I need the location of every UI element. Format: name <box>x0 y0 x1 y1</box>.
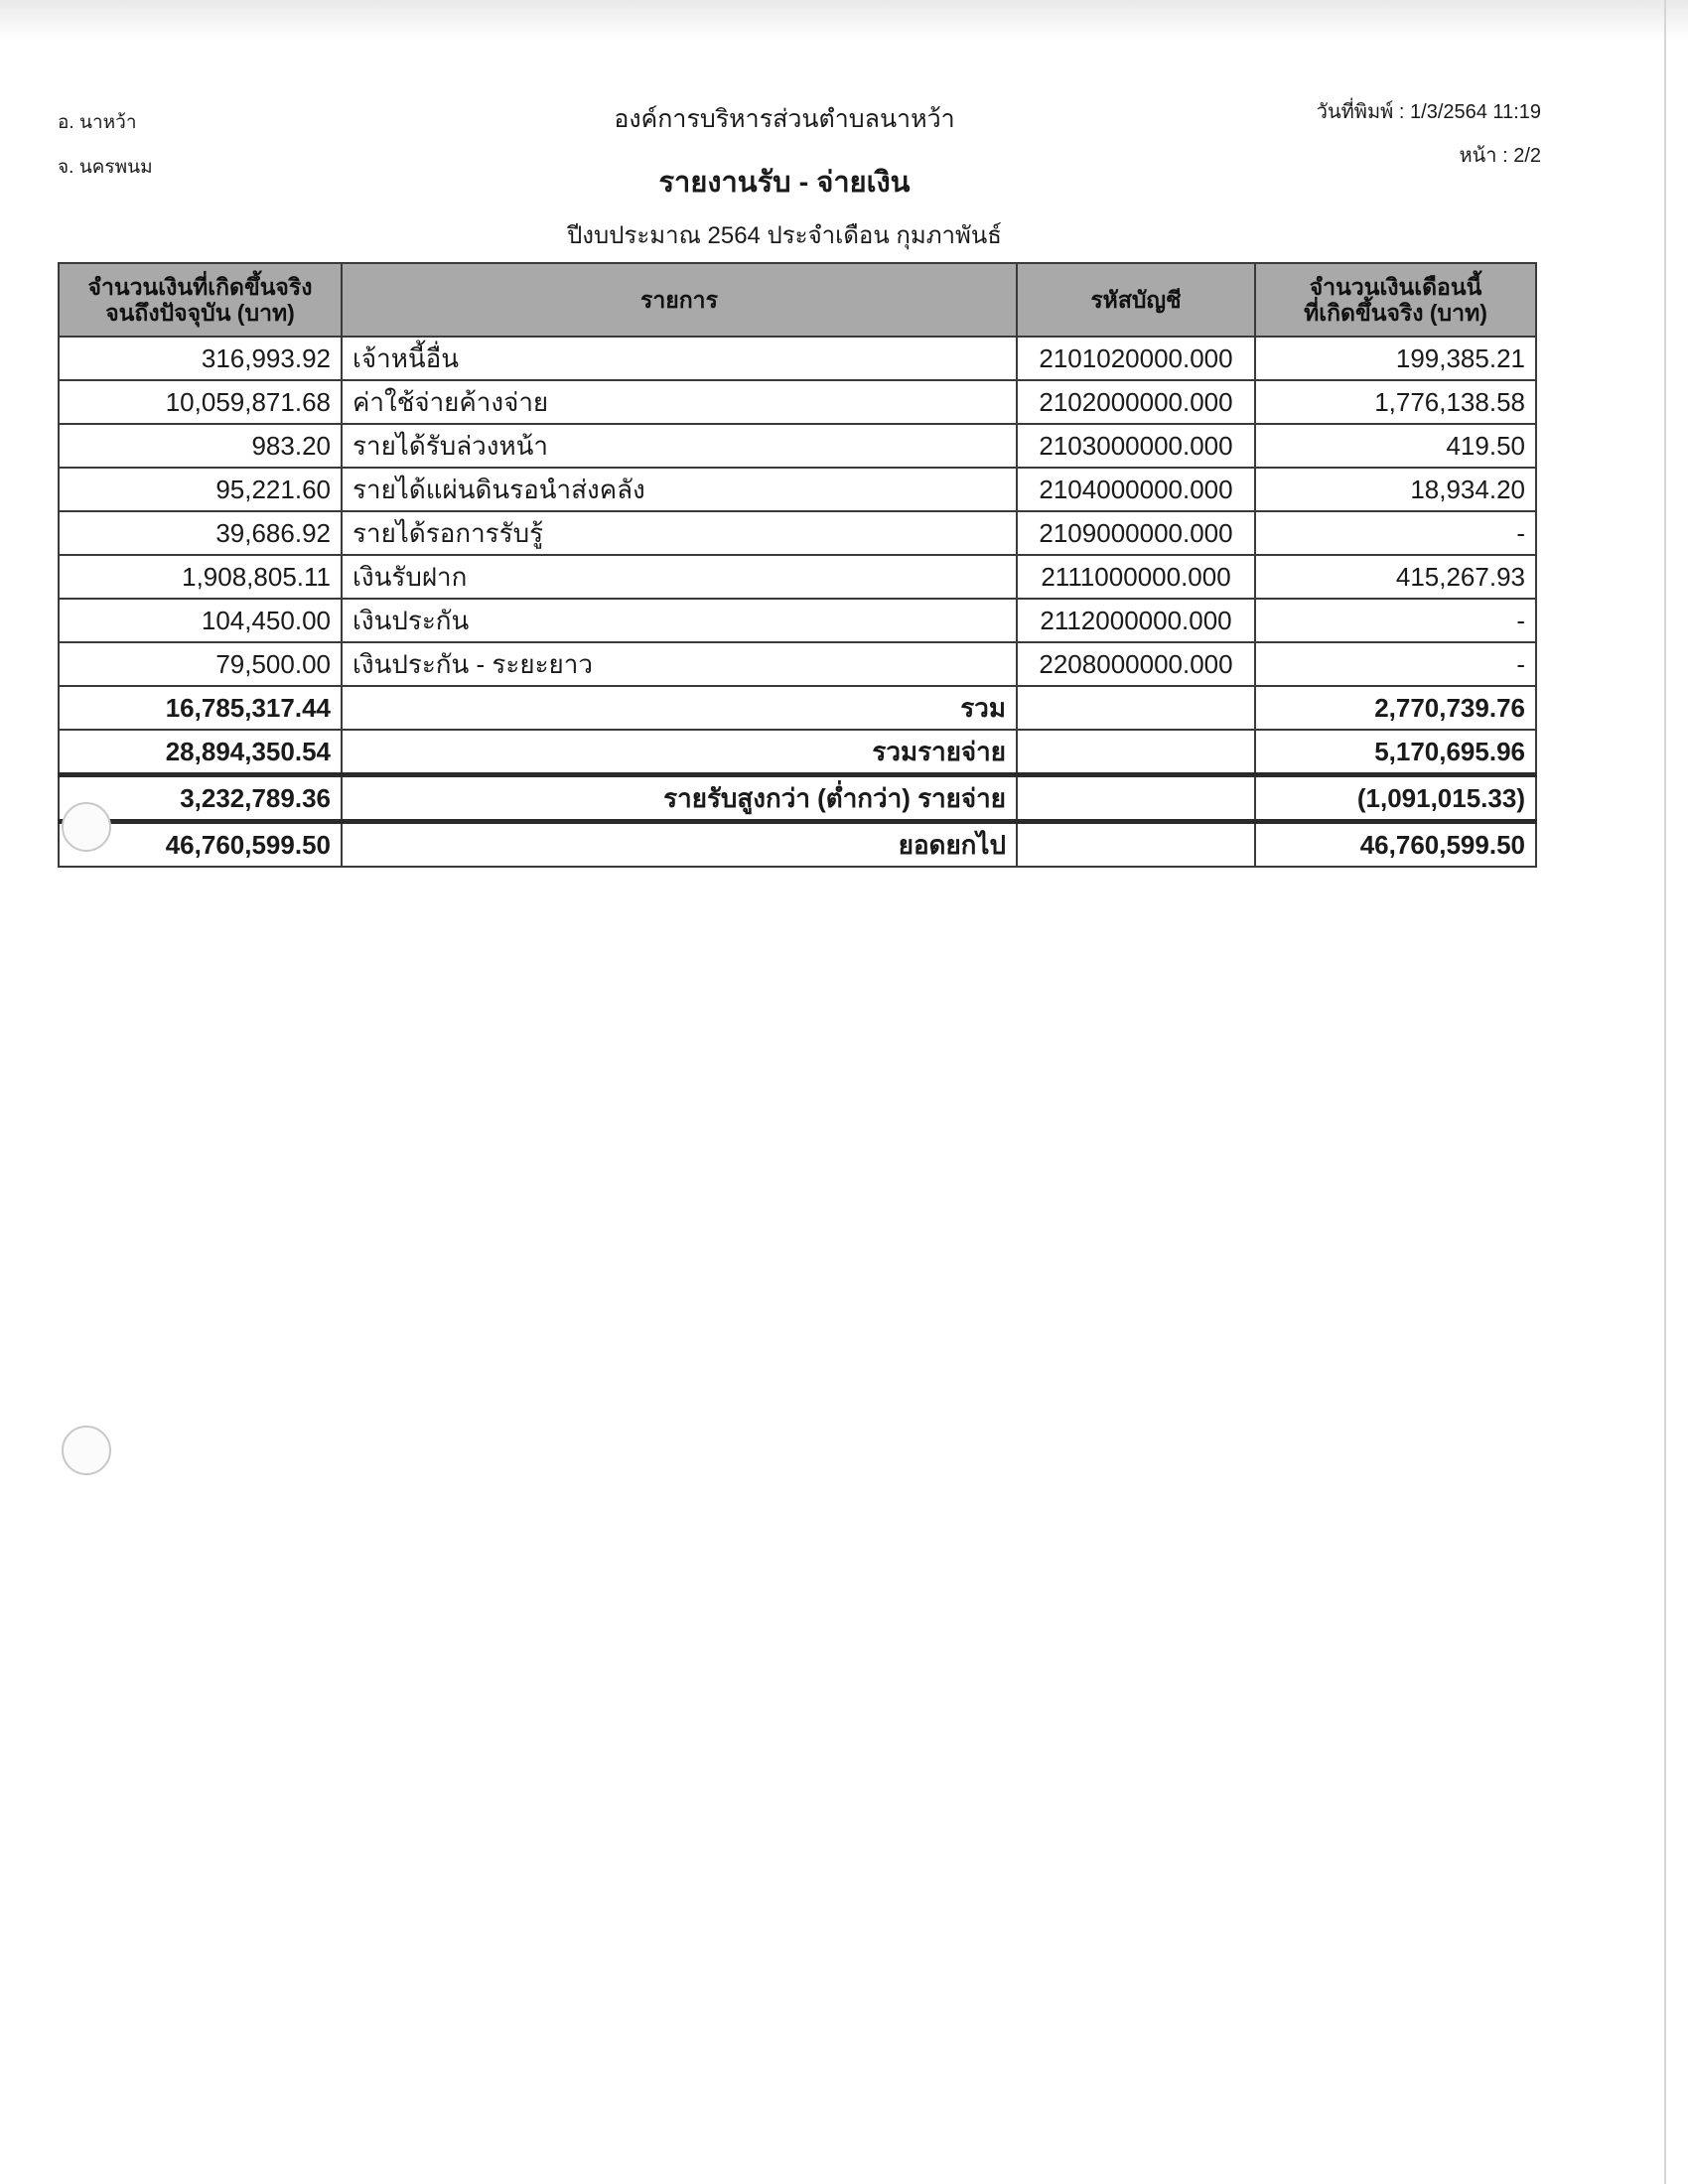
col-header-cumulative: จำนวนเงินที่เกิดขึ้นจริง จนถึงปัจจุบัน (บาท) <box>59 263 342 337</box>
summary-label-cell: ยอดยกไป <box>342 822 1017 868</box>
table-row <box>59 380 1536 424</box>
province-label: จ. นครพนม <box>58 157 153 178</box>
summary-code-cell <box>1017 775 1255 822</box>
report-subtitle: ปีงบประมาณ 2564 ประจำเดือน กุมภาพันธ์ <box>567 222 1002 249</box>
cumulative-amount-cell: 104,450.00 <box>59 599 342 642</box>
month-amount-cell: 18,934.20 <box>1255 468 1536 511</box>
table-body <box>59 337 1536 867</box>
print-date: วันที่พิมพ์ : 1/3/2564 11:19 <box>1316 101 1541 123</box>
summary-row <box>59 686 1536 730</box>
item-cell: ค่าใช้จ่ายค้างจ่าย <box>342 380 1017 424</box>
item-cell: รายได้รอการรับรู้ <box>342 511 1017 555</box>
cumulative-amount-cell: 39,686.92 <box>59 511 342 555</box>
cumulative-amount-cell: 10,059,871.68 <box>59 380 342 424</box>
month-amount-cell: - <box>1255 511 1536 555</box>
summary-code-cell <box>1017 686 1255 730</box>
summary-row <box>59 775 1536 822</box>
summary-cumulative-cell: 28,894,350.54 <box>59 730 342 775</box>
cumulative-amount-cell: 95,221.60 <box>59 468 342 511</box>
scan-shadow <box>0 0 1688 40</box>
month-amount-cell: 199,385.21 <box>1255 337 1536 380</box>
table-row <box>59 642 1536 686</box>
item-cell: รายได้รับล่วงหน้า <box>342 424 1017 468</box>
table-row <box>59 468 1536 511</box>
receipts-payments-table <box>58 262 1537 868</box>
account-code-cell: 2101020000.000 <box>1017 337 1255 380</box>
col-header-account-code: รหัสบัญชี <box>1017 263 1255 337</box>
district-label: อ. นาหว้า <box>58 112 137 133</box>
account-code-cell: 2109000000.000 <box>1017 511 1255 555</box>
month-amount-cell: - <box>1255 599 1536 642</box>
summary-month-cell: (1,091,015.33) <box>1255 775 1536 822</box>
summary-cumulative-cell: 46,760,599.50 <box>59 822 342 868</box>
cumulative-amount-cell: 79,500.00 <box>59 642 342 686</box>
table-row <box>59 555 1536 599</box>
table-row <box>59 337 1536 380</box>
account-code-cell: 2104000000.000 <box>1017 468 1255 511</box>
item-cell: เงินรับฝาก <box>342 555 1017 599</box>
summary-cumulative-cell: 3,232,789.36 <box>59 775 342 822</box>
summary-month-cell: 5,170,695.96 <box>1255 730 1536 775</box>
summary-label-cell: รวม <box>342 686 1017 730</box>
account-code-cell: 2208000000.000 <box>1017 642 1255 686</box>
table-row <box>59 599 1536 642</box>
cumulative-amount-cell: 983.20 <box>59 424 342 468</box>
summary-code-cell <box>1017 822 1255 868</box>
table-header-row <box>59 263 1536 337</box>
summary-month-cell: 2,770,739.76 <box>1255 686 1536 730</box>
account-code-cell: 2103000000.000 <box>1017 424 1255 468</box>
summary-label-cell: รวมรายจ่าย <box>342 730 1017 775</box>
summary-month-cell: 46,760,599.50 <box>1255 822 1536 868</box>
account-code-cell: 2102000000.000 <box>1017 380 1255 424</box>
cumulative-amount-cell: 316,993.92 <box>59 337 342 380</box>
page-number: หน้า : 2/2 <box>1459 145 1541 167</box>
report-title: รายงานรับ - จ่ายเงิน <box>658 167 911 199</box>
item-cell: รายได้แผ่นดินรอนำส่งคลัง <box>342 468 1017 511</box>
month-amount-cell: 415,267.93 <box>1255 555 1536 599</box>
item-cell: เงินประกัน - ระยะยาว <box>342 642 1017 686</box>
summary-row <box>59 822 1536 868</box>
scan-edge-line <box>1664 0 1666 2184</box>
summary-label-cell: รายรับสูงกว่า (ต่ำกว่า) รายจ่าย <box>342 775 1017 822</box>
summary-cumulative-cell: 16,785,317.44 <box>59 686 342 730</box>
col-header-month-amount: จำนวนเงินเดือนนี้ ที่เกิดขึ้นจริง (บาท) <box>1255 263 1536 337</box>
table-row <box>59 511 1536 555</box>
item-cell: เจ้าหนี้อื่น <box>342 337 1017 380</box>
item-cell: เงินประกัน <box>342 599 1017 642</box>
organization-name: องค์การบริหารส่วนตำบลนาหว้า <box>614 105 955 133</box>
summary-row <box>59 730 1536 775</box>
punch-hole-mark <box>62 1426 111 1475</box>
table-row <box>59 424 1536 468</box>
month-amount-cell: - <box>1255 642 1536 686</box>
col-header-item: รายการ <box>342 263 1017 337</box>
account-code-cell: 2112000000.000 <box>1017 599 1255 642</box>
month-amount-cell: 419.50 <box>1255 424 1536 468</box>
summary-code-cell <box>1017 730 1255 775</box>
cumulative-amount-cell: 1,908,805.11 <box>59 555 342 599</box>
month-amount-cell: 1,776,138.58 <box>1255 380 1536 424</box>
punch-hole-mark <box>62 802 111 852</box>
account-code-cell: 2111000000.000 <box>1017 555 1255 599</box>
